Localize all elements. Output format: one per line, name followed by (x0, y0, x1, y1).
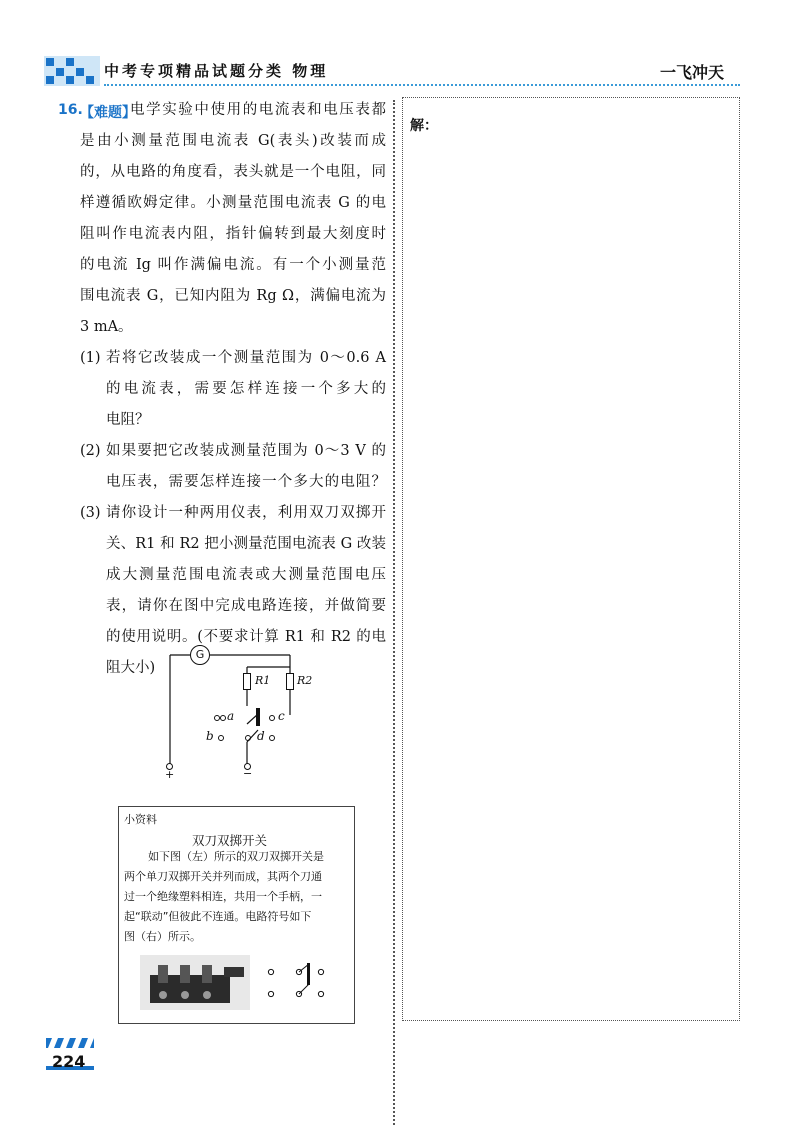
info-line-4: 起“联动”但彼此不连通。电路符号如下 (124, 910, 312, 923)
terminal-d-label: d (257, 729, 265, 743)
plus-label: + (165, 768, 175, 781)
problem-line-7: 围电流表 G，已知内阻为 Rg Ω，满偏电流为 (80, 288, 386, 304)
resistor-r1 (243, 673, 251, 690)
info-line-1: 如下图（左）所示的双刀双掷开关是 (148, 850, 324, 863)
dpdt-switch-symbol (265, 962, 330, 1004)
problem-line-8: 3 mA。 (80, 319, 133, 335)
sub-q3-line-5: 的使用说明。(不要求计算 R1 和 R2 的电 (106, 629, 386, 645)
sub-q1-line-2: 的电流表，需要怎样连接一个多大的 (106, 381, 386, 397)
r1-label: R1 (255, 674, 271, 687)
answer-box[interactable] (402, 97, 740, 1021)
sub-q1-line-1: 若将它改装成一个测量范围为 0～0.6 A (106, 350, 386, 366)
resistor-r2 (286, 673, 294, 690)
sub-q3-line-3: 成大测量范围电流表或大测量范围电压 (106, 567, 386, 583)
sub-q3-line-6: 阻大小) (106, 660, 156, 676)
galvanometer-label: G (195, 648, 205, 661)
problem-line-4: 样遵循欧姆定律。小测量范围电流表 G 的电 (80, 195, 386, 211)
difficulty-tag: 【难题】 (80, 105, 136, 121)
sub-q1-label: (1) (80, 350, 101, 366)
info-line-2: 两个单刀双掷开关并列而成，其两个刀通 (124, 870, 322, 883)
sub-q2-label: (2) (80, 443, 101, 459)
sub-q3-line-4: 表，请你在图中完成电路连接，并做简要 (106, 598, 386, 614)
answer-label: 解： (410, 118, 438, 134)
info-line-3: 过一个绝缘塑料相连，共用一个手柄，一 (124, 890, 322, 903)
terminal-dot-d-right (269, 735, 275, 741)
sub-q2-line-2: 电压表，需要怎样连接一个多大的电阻？ (106, 474, 386, 490)
header-dotted-rule (104, 84, 740, 86)
page-number: 224 (52, 1052, 86, 1071)
sub-q3-label: (3) (80, 505, 101, 521)
question-number: 16. (58, 102, 83, 118)
problem-line-1: 电学实验中使用的电流表和电压表都 (130, 102, 386, 118)
info-box-label: 小资料 (124, 813, 157, 826)
sub-q3-line-2: 关、R1 和 R2 把小测量范围电流表 G 改装 (106, 536, 386, 552)
logo-grid-icon (44, 56, 100, 86)
info-line-5: 图（右）所示。 (124, 930, 201, 943)
r2-label: R2 (297, 674, 313, 687)
column-divider (393, 100, 395, 1125)
terminal-a-label: a (227, 709, 235, 723)
problem-line-2: 是由小测量范围电流表 G(表头)改装而成 (80, 133, 386, 149)
sub-q3-line-1: 请你设计一种两用仪表，利用双刀双掷开 (106, 505, 386, 521)
terminal-dot-d (245, 735, 251, 741)
switch-photo (140, 955, 250, 1010)
terminal-b-label: b (206, 729, 214, 743)
header-title: 中考专项精品试题分类 物理 (104, 62, 329, 80)
galvanometer-symbol (190, 645, 210, 665)
terminal-c-label: c (278, 709, 285, 723)
minus-label: − (243, 767, 253, 780)
problem-line-6: 的电流 Ig 叫作满偏电流。有一个小测量范 (80, 257, 386, 273)
info-box-title: 双刀双掷开关 (192, 833, 268, 848)
terminal-dot-a (220, 715, 226, 721)
problem-line-3: 的，从电路的角度看，表头就是一个电阻，同 (80, 164, 386, 180)
terminal-dot-c (269, 715, 275, 721)
header-logo (44, 56, 100, 86)
header-brand: 一飞冲天 (660, 63, 725, 82)
sub-q2-line-1: 如果要把它改装成测量范围为 0～3 V 的 (106, 443, 386, 459)
problem-line-5: 阻叫作电流表内阻，指针偏转到最大刻度时 (80, 226, 386, 242)
terminal-dot-b (218, 735, 224, 741)
sub-q1-line-3: 电阻？ (106, 412, 150, 428)
